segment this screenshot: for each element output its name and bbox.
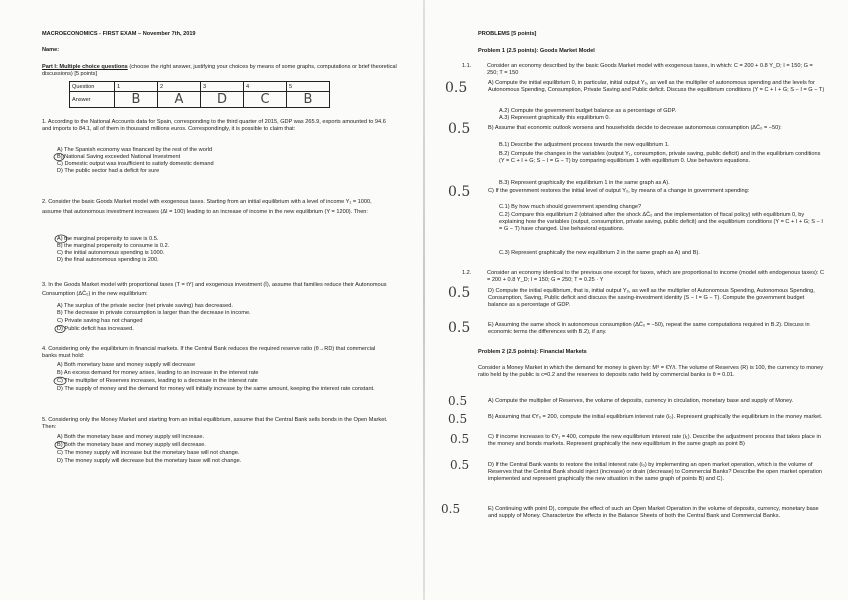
p11-part-c3: C.3) Represent graphically the new equilibrium 2 in the same graph as A) and B).	[499, 250, 700, 256]
answer-cell: C	[244, 92, 287, 108]
question-number: 2	[158, 82, 201, 92]
part1-title: Part I: Multiple choice questions	[42, 64, 128, 70]
q1-option-b: B) National Saving exceeded National Investment	[57, 154, 181, 160]
problem2-title: Problem 2 (2.5 points): Financial Markets	[478, 349, 587, 355]
q5-stem: 5. Considering only the Money Market and starting from an initial equilibrium, assume that the Central Bank sells bonds in the Open Market. Then:	[42, 417, 388, 431]
p2-part-a: A) Compute the multiplier of Reserves, the volume of deposits, currency in circulation, monetary base and supply of Money.	[488, 398, 794, 404]
grade-mark: 0.5	[448, 285, 471, 301]
q3-option-a: A) The surplus of the private sector (net private saving) has decreased.	[57, 303, 233, 309]
question-number: 1	[115, 82, 158, 92]
problem1-title: Problem 1 (2.5 points): Goods Market Model	[478, 48, 595, 54]
q1-option-d: D) The public sector had a deficit for sure	[57, 168, 160, 174]
q4-option-c: C) The multiplier of Reserves increases, leading to a decrease in the interest rate	[57, 378, 258, 384]
answer-cell: B	[115, 92, 158, 108]
question-number: 5	[287, 82, 330, 92]
q4-stem: 4. Considering only the equilibrium in financial markets. If the Central Bank reduces the required reserve ratio (θ→RD) that commercial banks must hold:	[42, 346, 376, 360]
p11-part-b3: B.3) Represent graphically the equilibrium 1 in the same graph as A).	[499, 180, 670, 186]
q2-option-a: A) the marginal propensity to save is 0.5.	[57, 236, 159, 242]
grade-mark: 0.5	[441, 502, 461, 516]
p11-stem: Consider an economy described by the basic Goods Market model with exogenous taxes, in which: C = 200 + 0.8 Y_D; I = 150; G = 250; T = 150	[487, 63, 813, 77]
p2-part-b: B) Assuming that €Y₀ = 200, compute the initial equilibrium interest rate (i₀). Represent graphically the equilibrium in the money market.	[488, 414, 823, 420]
p11-part-c2: C.2) Compare this equilibrium 2 (obtained after the shock ΔC̄₀ and the implementation of fiscal policy) with equilibrium 0, by explaining how the variables (output, consumption, private saving, public deficit) and the equilibrium conditions (Y = C + I + G; S − I = G − T) have changed. Use behavioral equations.	[499, 212, 823, 233]
q5-option-b: B) Both the monetary base and money supply will decrease.	[57, 442, 206, 448]
q1-stem: 1. According to the National Accounts data for Spain, corresponding to the third quarter of 2015, GDP was 265.9, exports amounted to 94.6 and imports to 84.1, all of them in thousand millions euros. Correspondingly, it is possible to claim that:	[42, 119, 386, 133]
p11-part-a3: A.3) Represent graphically this equilibrium 0.	[499, 115, 610, 121]
q3-option-d: D) Public deficit has increased.	[57, 326, 134, 332]
p12-stem: Consider an economy identical to the previous one except for taxes, which are proportional to income (model with endogenous taxes): C = 200 + 0.8 Y_D; I = 150; G = 250; T = 0.25 · Y	[487, 270, 825, 284]
q2-stem: 2. Consider the basic Goods Market model with exogenous taxes. Starting from an initial equilibrium with a level of income Y₁ = 1000, assume that autonomous investment increases (ΔI = 100) leading to an increase of income in the new equilibrium (Y = 1200). Then:	[42, 199, 372, 215]
p12-part-d: D) Compute the initial equilibrium, that is, initial output Y₀, as well as the multiplier of Autonomous Spending, Autonomous Spending, Consumption, Saving, Public deficit and discuss the saving-investment identity (S − I = G − T). Compute the government budget balance as a percentage of GDP.	[488, 288, 815, 309]
q5-option-d: D) The money supply will decrease but the monetary base will not change.	[57, 458, 242, 464]
p12-part-e: E) Assuming the same shock in autonomous consumption (ΔC̄₀ = −50), repeat the same computations required in B.2). Discuss in economic terms the differences with B.2), if any.	[488, 322, 810, 336]
grade-mark: 0.5	[450, 432, 470, 446]
question-label: Question	[70, 82, 115, 92]
right-page	[424, 0, 848, 600]
grade-mark: 0.5	[448, 184, 471, 200]
grade-mark: 0.5	[448, 320, 471, 336]
p11-part-a: A) Compute the initial equilibrium 0, in particular, initial output Y₀, as well as the multiplier of autonomous spending and the levels for Autonomous Spending, Consumption, Private Saving and Public deficit. Discuss the equilibrium conditions (Y = C + I + G; S − I = G − T)	[488, 80, 825, 94]
answer-cell: B	[287, 92, 330, 108]
q1-option-c: C) Domestic output was insufficient to satisfy domestic demand	[57, 161, 214, 167]
q4-option-d: D) The supply of money and the demand for money will initially increase by the same amount, keeping the interest rate constant.	[57, 386, 375, 392]
p2-intro: Consider a Money Market in which the demand for money is given by: Mᵈ = €Y/i. The volume of Reserves (R) is 100, the currency to money ratio held by the public is c=0.2 and the reserves to deposits ratio held by commercial banks is θ = 0.01.	[478, 365, 824, 379]
p2-part-c: C) If income increases to €Y₁ = 400, compute the new equilibrium interest rate (i₁). Describe the adjustment process that takes place in the money and bonds markets. Represent graphically the new equilibrium in the same graph as point B)	[488, 434, 821, 448]
grade-mark: 0.5	[448, 121, 471, 137]
question-number: 4	[244, 82, 287, 92]
p11-part-c: C) If the government restores the initial level of output Y₀, by means of a change in government spending:	[488, 188, 750, 194]
q4-option-a: A) Both monetary base and money supply will decrease	[57, 362, 196, 368]
answer-label: Answer	[70, 92, 115, 108]
grade-mark: 0.5	[448, 394, 468, 408]
p2-part-d: D) If the Central Bank wants to restore the initial interest rate (i₀) by implementing an open market operation, which is the volume of Reserves that the Central Bank should inject (increase) or drain (decrease) to Commercial Banks? Describe the open market operation implemented and represent graphically the new situation in the same graph of points B) and C).	[488, 462, 822, 483]
p11-part-b1: B.1) Describe the adjustment process towards the new equilibrium 1.	[499, 142, 670, 148]
q2-option-b: B) the marginal propensity to consume is 0.2.	[57, 243, 170, 249]
q3-stem: 3. In the Goods Market model with proportional taxes (T = tY) and exogenous investment (Ī), assume that families reduce their Autonomous Consumption (ΔC̄₀) in the new equilibrium:	[42, 282, 387, 297]
question-number: 3	[201, 82, 244, 92]
p2-part-e: E) Continuing with point D), compute the effect of such an Open Market Operation in the volume of deposits, currency, monetary base and supply of Money. Characterize the effects in the Balance Sheets of both the Central Bank and Commercial Banks.	[488, 506, 819, 520]
p11-part-a2: A.2) Compute the government budget balance as a percentage of GDP.	[499, 108, 677, 114]
q2-option-d: D) the final autonomous spending is 200.	[57, 257, 159, 263]
grade-mark: 0.5	[450, 458, 470, 472]
p11-part-b: B) Assume that economic outlook worsens and households decide to decrease autonomous consumption (ΔC̄₀ = −50):	[488, 125, 782, 131]
grade-mark: 0.5	[445, 80, 468, 96]
exam-header: MACROECONOMICS - FIRST EXAM – November 7th, 2019	[42, 31, 196, 37]
q3-option-c: C) Private saving has not changed	[57, 318, 143, 324]
q1-option-a: A) The Spanish economy was financed by the rest of the world	[57, 147, 213, 153]
p11-part-c1: C.1) By how much should government spending change?	[499, 204, 642, 210]
answer-cell: D	[201, 92, 244, 108]
q4-option-b: B) An excess demand for money arises, leading to an increase in the interest rate	[57, 370, 259, 376]
q2-option-c: C) the initial autonomous spending is 1000.	[57, 250, 165, 256]
q3-option-b: B) The decrease in private consumption is larger than the decrease in income.	[57, 310, 251, 316]
p12-number: 1.2.	[462, 270, 472, 276]
grade-mark: 0.5	[448, 412, 468, 426]
q5-option-a: A) Both the monetary base and money supply will increase.	[57, 434, 205, 440]
p11-part-b2: B.2) Compute the changes in the variables (output Y₁, consumption, private saving, public deficit) and in the equilibrium conditions (Y = C + I + G; S − I = G − T) by comparing equilibrium 1 with equilibrium 0. Use behaviors equations.	[499, 151, 821, 165]
answer-cell: A	[158, 92, 201, 108]
part1-tail: (choose the right answer, justifying your choices by means of some graphs, computations or brief theoretical discussions) [5 points]	[42, 64, 397, 78]
p11-number: 1.1.	[462, 63, 472, 69]
q5-option-c: C) The money supply will increase but the monetary base will not change.	[57, 450, 240, 456]
problems-title: PROBLEMS [5 points]	[478, 31, 537, 37]
name-label: Name:	[42, 47, 60, 53]
